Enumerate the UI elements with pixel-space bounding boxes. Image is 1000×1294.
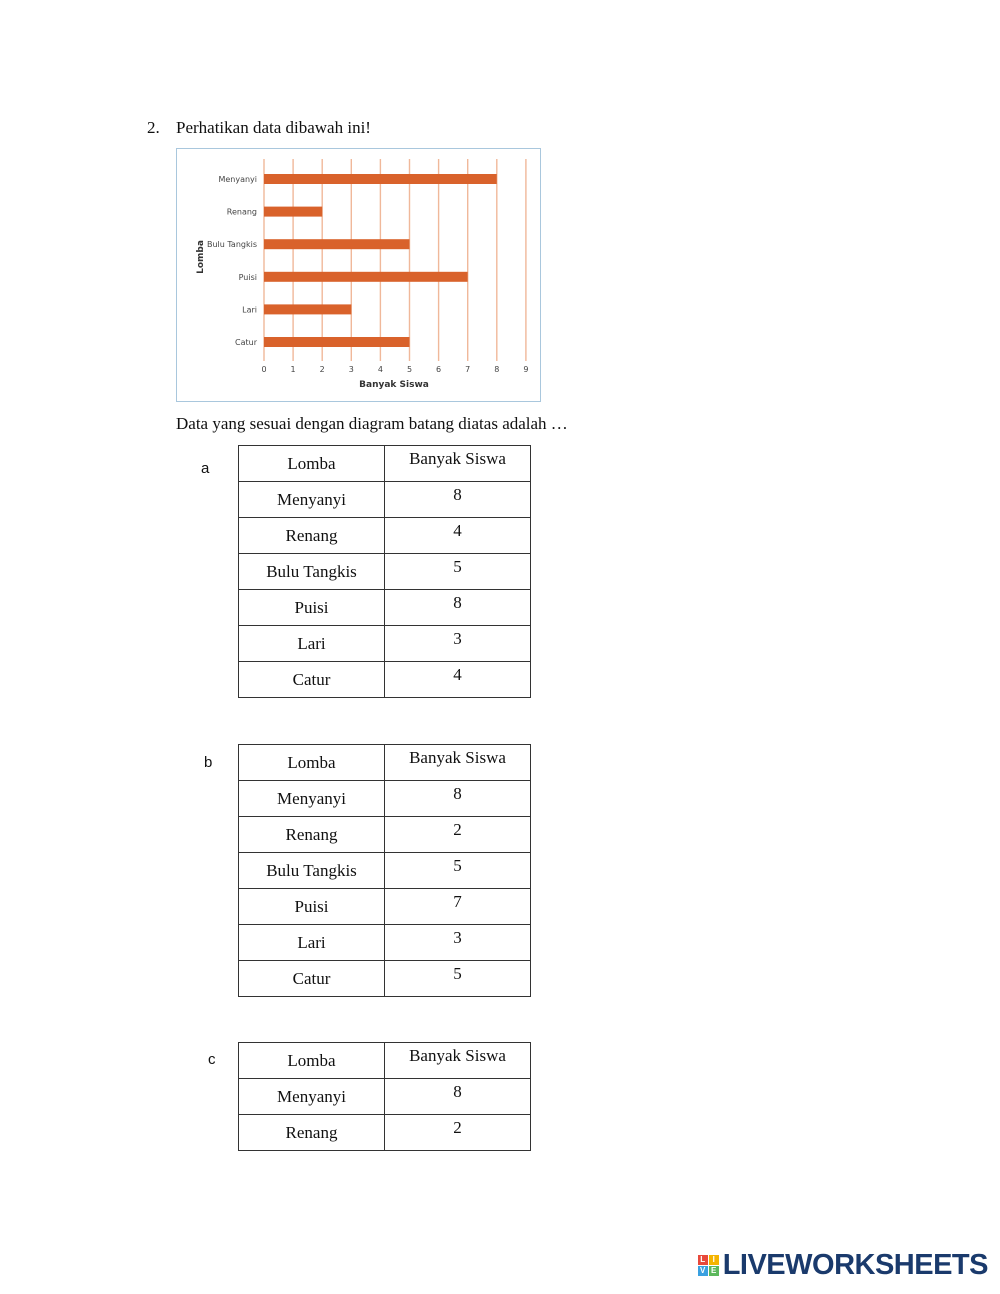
table-row — [239, 1079, 531, 1115]
cell-lomba: Lari — [239, 925, 385, 961]
table-header-row — [239, 745, 531, 781]
x-tick-label: 8 — [494, 365, 500, 374]
cell-lomba: Lari — [239, 626, 385, 662]
x-axis-label: Banyak Siswa — [359, 380, 429, 390]
option-a-table — [238, 445, 531, 698]
table-row — [239, 482, 531, 518]
table-row — [239, 961, 531, 997]
logo-mark-letter: I — [709, 1255, 719, 1265]
cell-banyak-siswa: 8 — [385, 590, 531, 626]
category-label: Catur — [235, 338, 257, 347]
table-row — [239, 925, 531, 961]
header-lomba: Lomba — [239, 446, 385, 482]
header-banyak-siswa: Banyak Siswa — [385, 446, 531, 482]
cell-lomba: Bulu Tangkis — [239, 554, 385, 590]
bar — [264, 304, 351, 314]
x-tick-label: 7 — [465, 365, 471, 374]
logo-mark-letter: V — [698, 1266, 708, 1276]
table-header-row — [239, 446, 531, 482]
cell-banyak-siswa: 8 — [385, 1079, 531, 1115]
logo-mark-icon — [698, 1255, 719, 1276]
question-number: 2. — [147, 118, 160, 137]
x-tick-label: 5 — [406, 365, 413, 374]
header-banyak-siswa: Banyak Siswa — [385, 1043, 531, 1079]
cell-banyak-siswa: 8 — [385, 781, 531, 817]
bar — [264, 239, 410, 249]
x-tick-label: 2 — [319, 365, 325, 374]
y-axis-label: Lomba — [196, 240, 206, 274]
cell-lomba: Menyanyi — [239, 482, 385, 518]
cell-banyak-siswa: 3 — [385, 925, 531, 961]
cell-lomba: Puisi — [239, 889, 385, 925]
bar-chart-svg — [177, 149, 540, 401]
option-b-table — [238, 744, 531, 997]
category-label: Menyanyi — [218, 175, 257, 184]
logo-text: LIVEWORKSHEETS — [722, 1249, 988, 1281]
cell-lomba: Renang — [239, 1115, 385, 1151]
x-tick-label: 9 — [523, 365, 529, 374]
option-c-table — [238, 1042, 531, 1151]
category-label: Puisi — [238, 272, 257, 282]
x-tick-label: 0 — [261, 365, 267, 374]
cell-banyak-siswa: 4 — [385, 518, 531, 554]
cell-lomba: Menyanyi — [239, 1079, 385, 1115]
cell-banyak-siswa: 5 — [385, 554, 531, 590]
cell-banyak-siswa: 2 — [385, 817, 531, 853]
question-text: Perhatikan data dibawah ini! — [176, 118, 371, 137]
cell-lomba: Catur — [239, 961, 385, 997]
cell-lomba: Renang — [239, 518, 385, 554]
cell-banyak-siswa: 5 — [385, 961, 531, 997]
category-label: Bulu Tangkis — [206, 240, 257, 250]
x-tick-label: 4 — [377, 365, 383, 374]
table-row — [239, 889, 531, 925]
x-tick-label: 1 — [290, 365, 296, 374]
table-row — [239, 626, 531, 662]
option-b-letter: b — [204, 754, 213, 771]
table-row — [239, 518, 531, 554]
table-row — [239, 1115, 531, 1151]
x-tick-label: 6 — [436, 365, 442, 374]
bar — [264, 174, 497, 184]
header-lomba: Lomba — [239, 1043, 385, 1079]
cell-banyak-siswa: 5 — [385, 853, 531, 889]
table-row — [239, 853, 531, 889]
header-banyak-siswa: Banyak Siswa — [385, 745, 531, 781]
cell-lomba: Puisi — [239, 590, 385, 626]
bar-chart — [176, 148, 541, 402]
option-a-letter: a — [201, 460, 210, 477]
cell-lomba: Catur — [239, 662, 385, 698]
table-row — [239, 590, 531, 626]
question-prompt: Data yang sesuai dengan diagram batang diatas adalah … — [176, 414, 568, 433]
table-row — [239, 554, 531, 590]
cell-banyak-siswa: 4 — [385, 662, 531, 698]
logo-mark-letter: E — [709, 1266, 719, 1276]
bar — [264, 272, 468, 282]
cell-banyak-siswa: 7 — [385, 889, 531, 925]
category-label: Lari — [242, 305, 257, 315]
cell-lomba: Bulu Tangkis — [239, 853, 385, 889]
bar — [264, 337, 410, 347]
option-c-letter: c — [208, 1051, 216, 1068]
category-label: Renang — [226, 207, 257, 217]
x-tick-label: 3 — [348, 365, 354, 374]
cell-lomba: Renang — [239, 817, 385, 853]
cell-lomba: Menyanyi — [239, 781, 385, 817]
table-row — [239, 662, 531, 698]
liveworksheets-logo — [698, 1249, 988, 1282]
header-lomba: Lomba — [239, 745, 385, 781]
cell-banyak-siswa: 2 — [385, 1115, 531, 1151]
logo-mark-letter: L — [698, 1255, 708, 1265]
table-row — [239, 817, 531, 853]
bar — [264, 207, 322, 217]
table-row — [239, 781, 531, 817]
cell-banyak-siswa: 3 — [385, 626, 531, 662]
cell-banyak-siswa: 8 — [385, 482, 531, 518]
table-header-row — [239, 1043, 531, 1079]
